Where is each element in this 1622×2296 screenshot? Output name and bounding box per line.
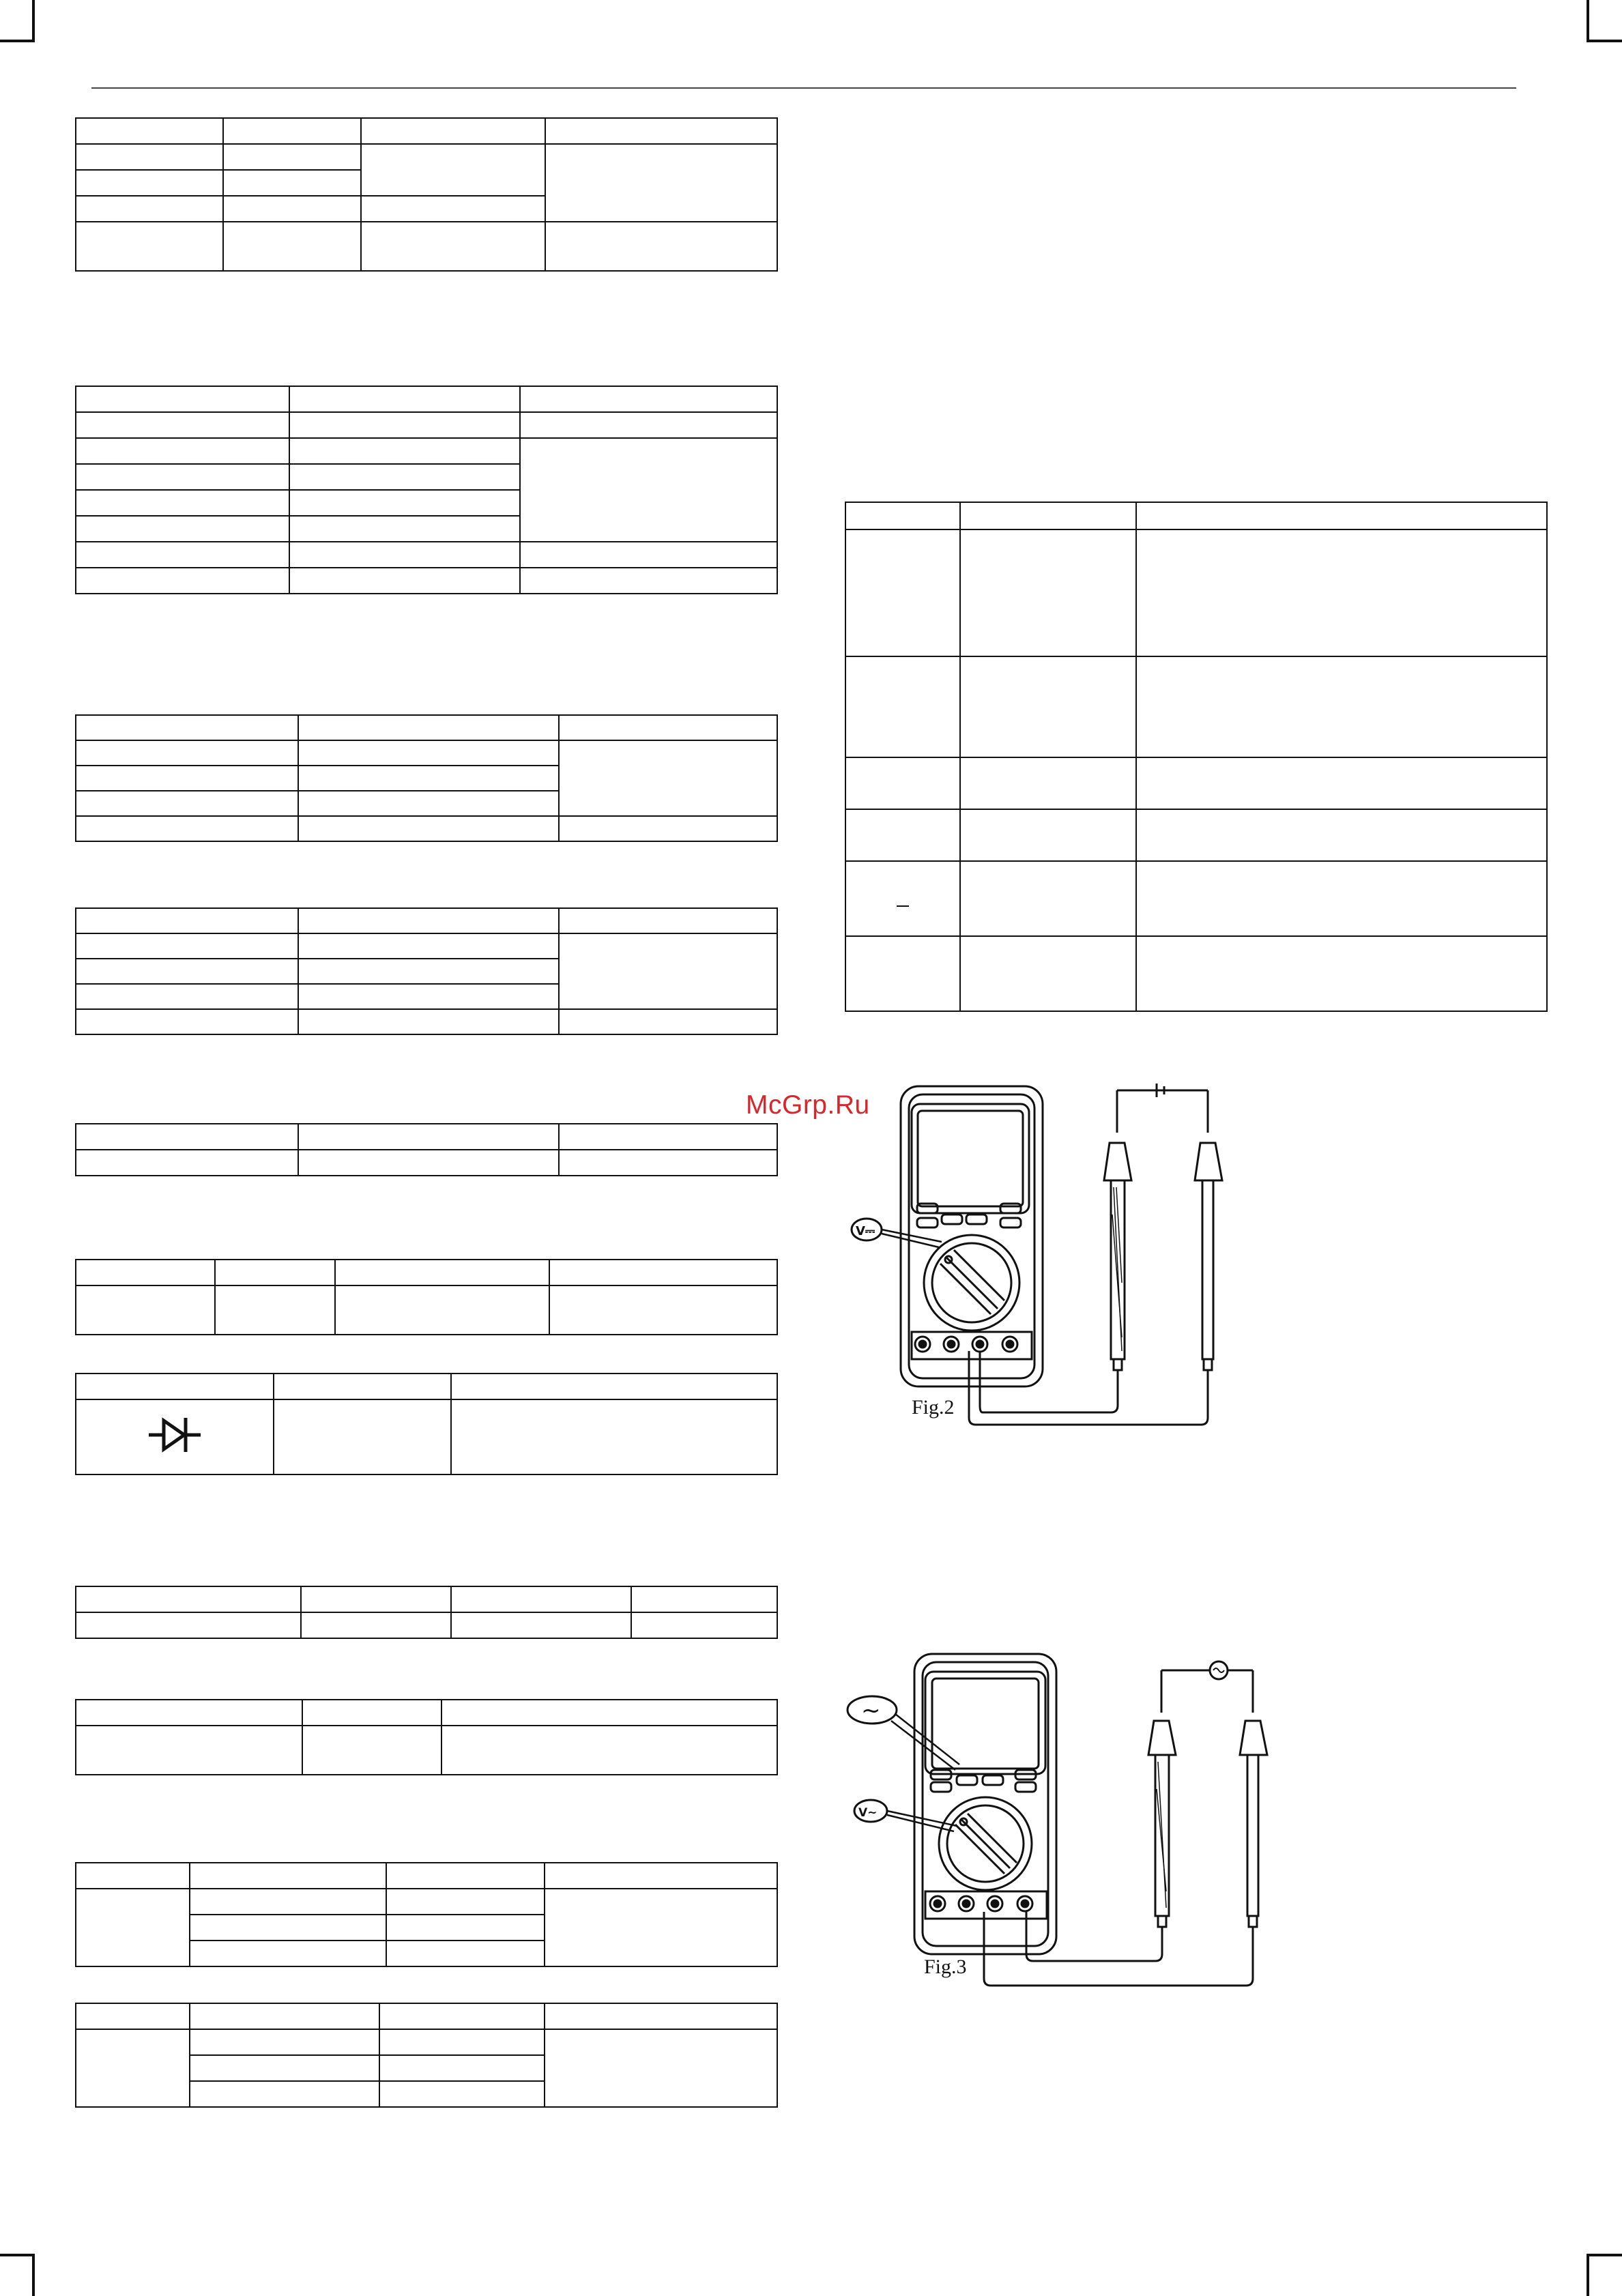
table-row (76, 568, 777, 594)
table-11 (75, 2003, 778, 2108)
table-row (76, 740, 777, 766)
function-button (1000, 1204, 1021, 1213)
crop-mark-top-left-v (32, 0, 35, 40)
function-button (942, 1215, 962, 1224)
table-row (76, 542, 777, 568)
function-button (1000, 1218, 1021, 1227)
crop-mark-bottom-right-h (1587, 2254, 1622, 2256)
table-3 (75, 714, 778, 842)
table-row (76, 1009, 777, 1034)
crop-mark-bottom-left-h (0, 2254, 35, 2256)
crop-mark-top-right-h (1587, 40, 1622, 42)
table-row (76, 2029, 777, 2055)
table-row (76, 933, 777, 959)
selector-callout (852, 1219, 942, 1247)
table-row (76, 715, 777, 740)
lcd-display (918, 1111, 1023, 1206)
table-row (76, 386, 777, 412)
table-8 (75, 1586, 778, 1639)
diode-symbol-icon (147, 1411, 202, 1459)
selector-symbol-label: V~ (858, 1806, 878, 1820)
multimeter-body (901, 1086, 1043, 1386)
table-row (76, 1124, 777, 1150)
crop-mark-bottom-left-v (32, 2255, 35, 2296)
table-row (76, 438, 777, 464)
table-row (845, 757, 1547, 809)
table-row (76, 118, 777, 144)
figure-3-ac-voltage-measurement (841, 1646, 1291, 2001)
dc-bar-mark (897, 905, 909, 907)
table-row (76, 1260, 777, 1285)
ac-callout (848, 1696, 959, 1770)
table-9 (75, 1699, 778, 1775)
table-row (76, 1863, 777, 1889)
watermark-text: McGrp.Ru (746, 1090, 870, 1120)
multimeter-body (914, 1654, 1056, 1954)
selector-symbol-label: V⎓ (856, 1224, 875, 1238)
header-rule (91, 87, 1516, 89)
function-button (917, 1218, 938, 1227)
table-row (76, 1150, 777, 1176)
table-row (76, 816, 777, 841)
table-2 (75, 386, 778, 594)
table-row (76, 1726, 777, 1775)
function-button (1015, 1782, 1036, 1792)
table-right-1 (845, 502, 1548, 1012)
crop-mark-top-right-v (1587, 0, 1589, 40)
table-1 (75, 117, 778, 272)
table-row (845, 861, 1547, 936)
table-row (76, 222, 777, 271)
figure-2-label: Fig.2 (912, 1396, 955, 1419)
function-button (931, 1782, 951, 1792)
table-row (845, 502, 1547, 529)
table-6 (75, 1259, 778, 1335)
figure-2-dc-voltage-measurement (846, 1078, 1269, 1447)
table-row (76, 1399, 777, 1474)
function-button (966, 1215, 987, 1224)
table-row (76, 412, 777, 438)
crop-mark-bottom-right-v (1587, 2255, 1589, 2296)
table-row (76, 144, 777, 170)
test-probes (969, 1084, 1222, 1425)
table-row (76, 1374, 777, 1399)
table-row (76, 1612, 777, 1638)
table-row (76, 908, 777, 933)
table-row (845, 656, 1547, 757)
table-row (76, 1889, 777, 1915)
table-row (76, 2003, 777, 2029)
table-row (845, 529, 1547, 656)
ac-symbol-label: ~ (861, 1697, 881, 1724)
table-row (845, 809, 1547, 861)
table-row (76, 1700, 777, 1726)
function-button (957, 1775, 977, 1785)
crop-mark-top-left-h (0, 40, 35, 42)
table-7-diode-test (75, 1373, 778, 1475)
table-5 (75, 1123, 778, 1176)
table-row (845, 936, 1547, 1011)
function-button (983, 1775, 1003, 1785)
table-row (76, 1285, 777, 1335)
table-4 (75, 907, 778, 1035)
table-row (76, 1586, 777, 1612)
table-10 (75, 1862, 778, 1967)
figure-3-label: Fig.3 (924, 1956, 967, 1978)
